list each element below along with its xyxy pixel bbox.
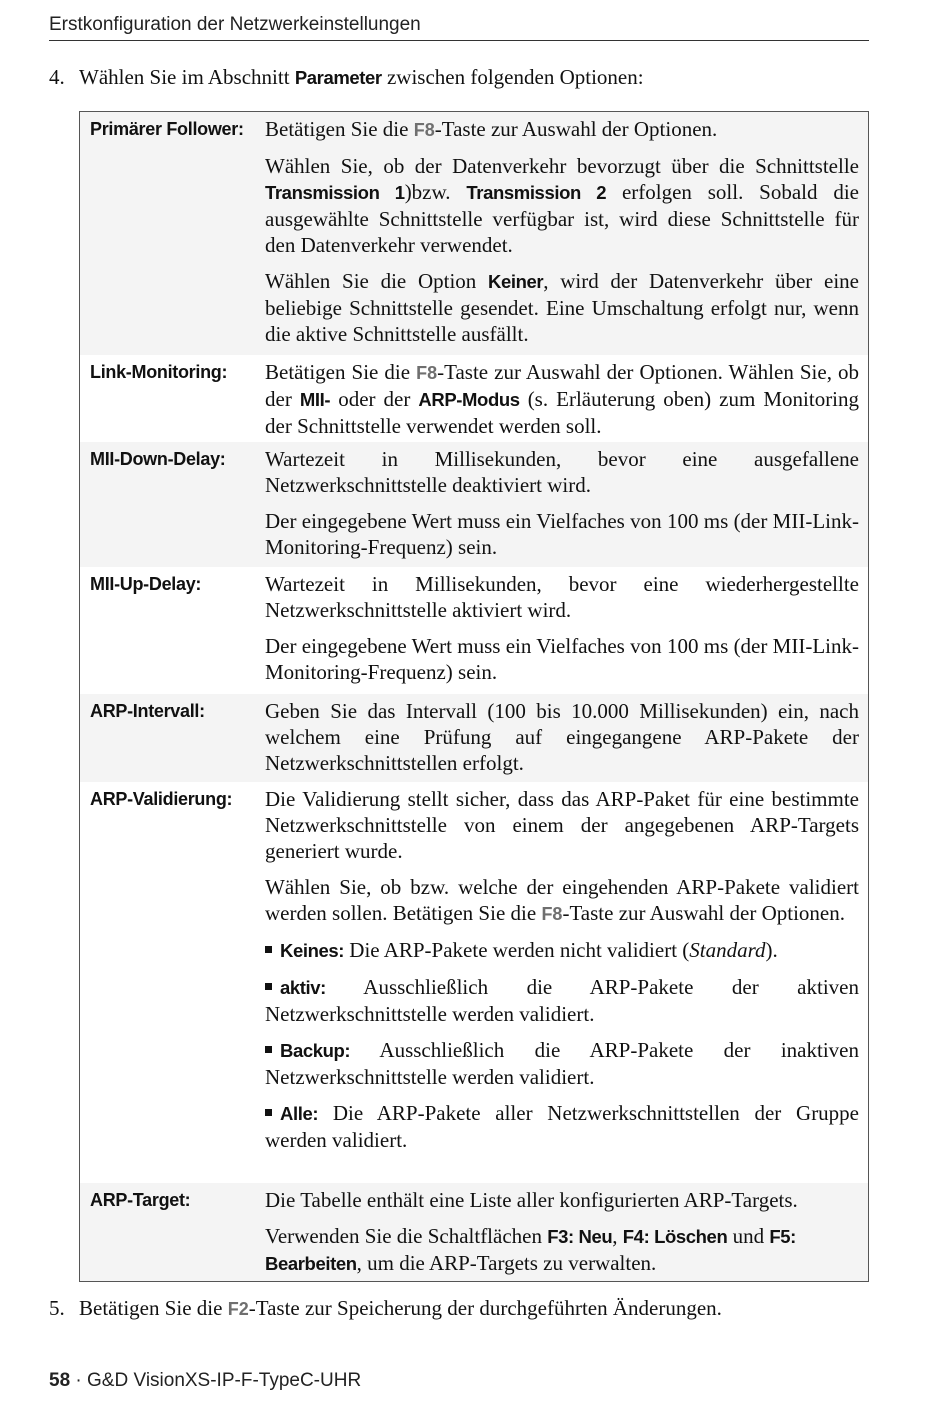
bullet-text: ). [765,938,778,962]
text: , um die ARP-Targets zu verwalten. [356,1251,657,1275]
description-paragraph [265,359,859,439]
bullet-term: Backup: [280,1040,351,1061]
text: (s. Erläuterung oben) zum Monitoring der Schnittstelle verwendet werden soll. [265,387,860,438]
page-number: 58 [49,1370,71,1391]
text: oder der [338,387,411,411]
description-paragraph: Wartezeit in Millisekunden, bevor eine wiederhergestellte Netzwerkschnittstelle aktiviert wird. [265,572,859,622]
step-number: 5. [49,1296,65,1320]
bullet-term: Keines: [280,940,345,961]
description-paragraph [265,153,859,258]
running-header: Erstkonfiguration der Netzwerkeinstellungen [49,14,869,41]
option-arp-modus: ARP-Modus [418,389,520,410]
key-f8: F8 [541,904,563,924]
key-f2: F2 [227,1299,249,1319]
description-paragraph [265,116,859,143]
param-description [265,1187,859,1277]
param-description [265,786,859,1153]
option-transmission-1: Transmission 1 [265,182,405,203]
table-row-primary-follower [80,112,868,355]
bullet-text: Ausschließlich die ARP-Pakete der inaktiven Netzwerkschnittstelle werden validiert. [265,1038,859,1089]
option-mii: MII- [299,389,331,410]
param-description [265,446,859,560]
param-label: ARP-Target: [90,1190,191,1210]
step-text: Wählen Sie im Abschnitt [79,65,290,89]
option-transmission-2: Transmission 2 [466,182,607,203]
option-keiner: Keiner [488,271,544,292]
param-label: MII-Down-Delay: [90,449,226,469]
section-name: Parameter [294,67,382,88]
description-paragraph [265,874,859,927]
table-row-arp-validierung [80,782,868,1183]
list-item [265,937,859,964]
bullet-text: Die ARP-Pakete aller Netzwerkschnittstellen der Gruppe werden validiert. [265,1101,860,1152]
text: Wählen Sie, ob bzw. welche der eingehenden ARP-Pakete validiert werden sollen. Betätigen Sie die [265,875,859,925]
bullet-term: aktiv: [280,977,326,998]
table-row-mii-up-delay [80,567,868,694]
list-item [265,974,859,1027]
button-ref-edit: F5: Bearbeiten [265,1226,796,1274]
param-label: Link-Monitoring: [90,362,228,382]
button-ref-delete: F4: Löschen [622,1226,728,1247]
text: -Taste zur Auswahl der Optionen. Wählen Sie, ob der [265,360,859,411]
param-label: MII-Up-Delay: [90,574,202,594]
table-row-link-monitoring [80,355,868,442]
text: , [612,1224,618,1248]
description-paragraph: Der eingegebene Wert muss ein Vielfaches von 100 ms (der MII-Link-Monitoring-Frequenz) sein. [265,634,859,684]
param-label: ARP-Intervall: [90,701,205,721]
step-text: Betätigen Sie die [79,1296,223,1320]
product-name: G&D VisionXS-IP-F-TypeC-UHR [87,1370,362,1391]
page-footer [49,1370,361,1392]
text: erfolgen soll. Sobald die ausgewählte Schnittstelle verfügbar ist, wird diese Schnittstelle für den Datenverkehr verwendet. [265,180,859,257]
bullet-square-icon [265,946,272,953]
description-paragraph: Wartezeit in Millisekunden, bevor eine ausgefallene Netzwerkschnittstelle deaktiviert wird. [265,447,859,497]
bullet-text: Ausschließlich die ARP-Pakete der aktiven Netzwerkschnittstelle werden validiert. [265,975,859,1026]
button-ref-new: F3: Neu [547,1226,613,1247]
description-paragraph: Der eingegebene Wert muss ein Vielfaches von 100 ms (der MII-Link-Monitoring-Frequenz) sein. [265,509,859,559]
param-label: ARP-Validierung: [90,789,233,809]
param-description [265,116,859,347]
key-f8: F8 [413,120,435,140]
param-description [265,359,859,439]
param-description [265,698,859,776]
text: )bzw. [404,180,451,204]
step-5 [49,1295,869,1322]
description-paragraph [265,268,859,347]
key-f8: F8 [416,363,438,383]
text: -Taste zur Auswahl der Optionen. [434,117,718,141]
step-text: -Taste zur Speicherung der durchgeführten Änderungen. [248,1296,722,1320]
text: Verwenden Sie die Schaltflächen [265,1224,542,1248]
list-item [265,1100,859,1153]
table-row-arp-intervall [80,694,868,782]
parameter-table [79,111,869,1282]
text: Wählen Sie die Option [265,269,477,293]
bullet-term: Alle: [280,1103,319,1124]
text: , wird der Datenverkehr über eine beliebige Schnittstelle gesendet. Eine Umschaltung erfolgt nur, wenn die aktive Schnittstelle ausfällt. [265,269,859,346]
text: und [732,1224,765,1248]
list-item [265,1037,859,1090]
text: -Taste zur Auswahl der Optionen. [562,901,845,925]
description-paragraph: Die Tabelle enthält eine Liste aller konfigurierten ARP-Targets. [265,1188,798,1212]
bullet-square-icon [265,983,272,990]
text: Wählen Sie, ob der Datenverkehr bevorzugt über die Schnittstelle [265,154,859,178]
step-4 [49,64,869,91]
description-paragraph: Geben Sie das Intervall (100 bis 10.000 Millisekunden) ein, nach welchem eine Prüfung auf eingegangene ARP-Pakete der Netzwerkschnittstellen erfolgt. [265,699,859,775]
description-paragraph: Die Validierung stellt sicher, dass das ARP-Paket für eine bestimmte Netzwerkschnittstelle von einem der angegebenen ARP-Targets generiert wurde. [265,787,859,863]
step-number: 4. [49,65,65,89]
bullet-square-icon [265,1109,272,1116]
step-text: zwischen folgenden Optionen: [386,65,644,89]
table-row-arp-target [80,1183,868,1281]
text: Betätigen Sie die [265,117,409,141]
bullet-emphasis: Standard [689,938,766,962]
text: Betätigen Sie die [265,360,411,384]
table-row-mii-down-delay [80,442,868,567]
param-description [265,571,859,685]
bullet-square-icon [265,1046,272,1053]
param-label: Primärer Follower: [90,119,244,139]
description-paragraph [265,1223,859,1277]
footer-separator: · [75,1370,82,1391]
bullet-text: Die ARP-Pakete werden nicht validiert ( [349,938,690,962]
